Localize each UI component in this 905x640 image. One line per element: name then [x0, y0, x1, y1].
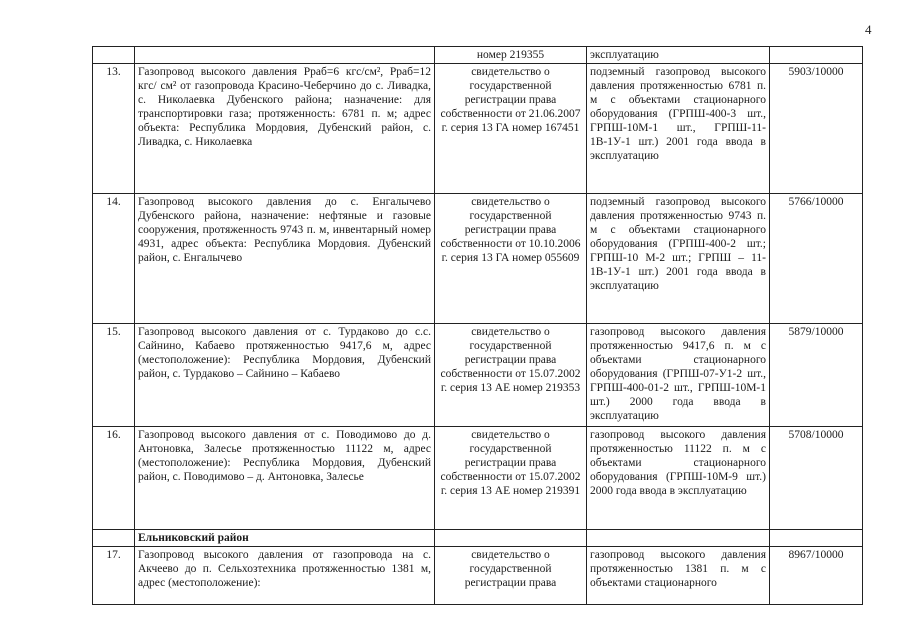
row-object: газопровод высокого давления протяженностью 11122 п. м с объектами стационарного оборудования (ГРПШ-10М-9 шт.) 2000 года ввода в эксплуатацию — [587, 427, 770, 530]
row-object: подземный газопровод высокого давления протяженностью 6781 п. м с объектами стационарного оборудования (ГРПШ-400-3 шт., ГРПШ-10М-1 шт., ГРПШ-11-1В-1У-1 шт.) 2001 года ввода в эксплуатацию — [587, 64, 770, 194]
row-number: 16. — [93, 427, 135, 530]
cell-object: эксплуатацию — [587, 47, 770, 64]
table-row — [93, 324, 863, 427]
row-number: 13. — [93, 64, 135, 194]
cell-desc — [135, 47, 435, 64]
row-share: 5766/10000 — [770, 194, 863, 324]
cell-num — [93, 530, 135, 547]
row-object: газопровод высокого давления протяженностью 1381 п. м с объектами стационарного — [587, 547, 770, 605]
row-share: 5903/10000 — [770, 64, 863, 194]
cell-object — [587, 530, 770, 547]
row-description: Газопровод высокого давления от с. Турдаково до с.с. Сайнино, Кабаево протяженностью 9417,6 м, адрес (местоположение): Республика Мордовия, Дубенский район, с. Турдаково – Сайнино – Кабаево — [135, 324, 435, 427]
table-row-continued — [93, 47, 863, 64]
page-number: 4 — [865, 22, 872, 37]
row-certificate: свидетельство о государственной регистрации права собственности от 15.07.2002 г. серия 13 АЕ номер 219391 — [435, 427, 587, 530]
row-number: 17. — [93, 547, 135, 605]
row-share: 8967/10000 — [770, 547, 863, 605]
row-number: 14. — [93, 194, 135, 324]
cell-certificate: номер 219355 — [435, 47, 587, 64]
cell-num — [93, 47, 135, 64]
row-certificate: свидетельство о государственной регистрации права собственности от 15.07.2002 г. серия 13 АЕ номер 219353 — [435, 324, 587, 427]
row-description: Газопровод высокого давления от с. Поводимово до д. Антоновка, Залесье протяженностью 11122 м, адрес (местоположение): Республика Мордовия, Дубенский район, с. Поводимово – д. Антоновка, Залесье — [135, 427, 435, 530]
row-object: газопровод высокого давления протяженностью 9417,6 п. м с объектами стационарного оборудования (ГРПШ-07-У1-2 шт., ГРПШ-400-01-2 шт., ГРПШ-10М-1 шт.) 2000 года ввода в эксплуатацию — [587, 324, 770, 427]
cell-certificate — [435, 530, 587, 547]
cell-share — [770, 530, 863, 547]
table-row — [93, 64, 863, 194]
row-share: 5708/10000 — [770, 427, 863, 530]
property-table — [92, 46, 863, 605]
row-certificate: свидетельство о государственной регистрации права собственности от 21.06.2007 г. серия 13 ГА номер 167451 — [435, 64, 587, 194]
district-header-row — [93, 530, 863, 547]
row-description: Газопровод высокого давления Рраб=6 кгс/см², Рраб=12 кгс/ см² от газопровода Красино-Чеберчино до с. Ливадка, с. Николаевка Дубенского района; назначение: для транспортировки газа; протяженность: 6781 п. м; адрес объекта: Республика Мордовия, Дубенский район, с. Ливадка, с. Николаевка — [135, 64, 435, 194]
row-certificate: свидетельство о государственной регистрации права собственности от 10.10.2006 г. серия 13 ГА номер 055609 — [435, 194, 587, 324]
table-row — [93, 547, 863, 605]
row-certificate: свидетельство о государственной регистрации права — [435, 547, 587, 605]
table-row — [93, 194, 863, 324]
district-name: Ельниковский район — [135, 530, 435, 547]
row-number: 15. — [93, 324, 135, 427]
cell-share — [770, 47, 863, 64]
table-row — [93, 427, 863, 530]
row-description: Газопровод высокого давления до с. Енгалычево Дубенского района, назначение: нефтяные и газовые сооружения, протяженность 9743 п. м, инвентарный номер 4931, адрес объекта: Республика Мордовия. Дубенский район, с. Енгалычево — [135, 194, 435, 324]
row-object: подземный газопровод высокого давления протяженностью 9743 п. м с объектами стационарного оборудования (ГРПШ-400-2 шт.; ГРПШ-10 М-2 шт.; ГРПШ – 11-1В-1У-1 шт.) 2001 года ввода в эксплуатацию — [587, 194, 770, 324]
row-description: Газопровод высокого давления от газопровода на с. Акчеево до п. Сельхозтехника протяженностью 1381 м, адрес (местоположение): — [135, 547, 435, 605]
row-share: 5879/10000 — [770, 324, 863, 427]
